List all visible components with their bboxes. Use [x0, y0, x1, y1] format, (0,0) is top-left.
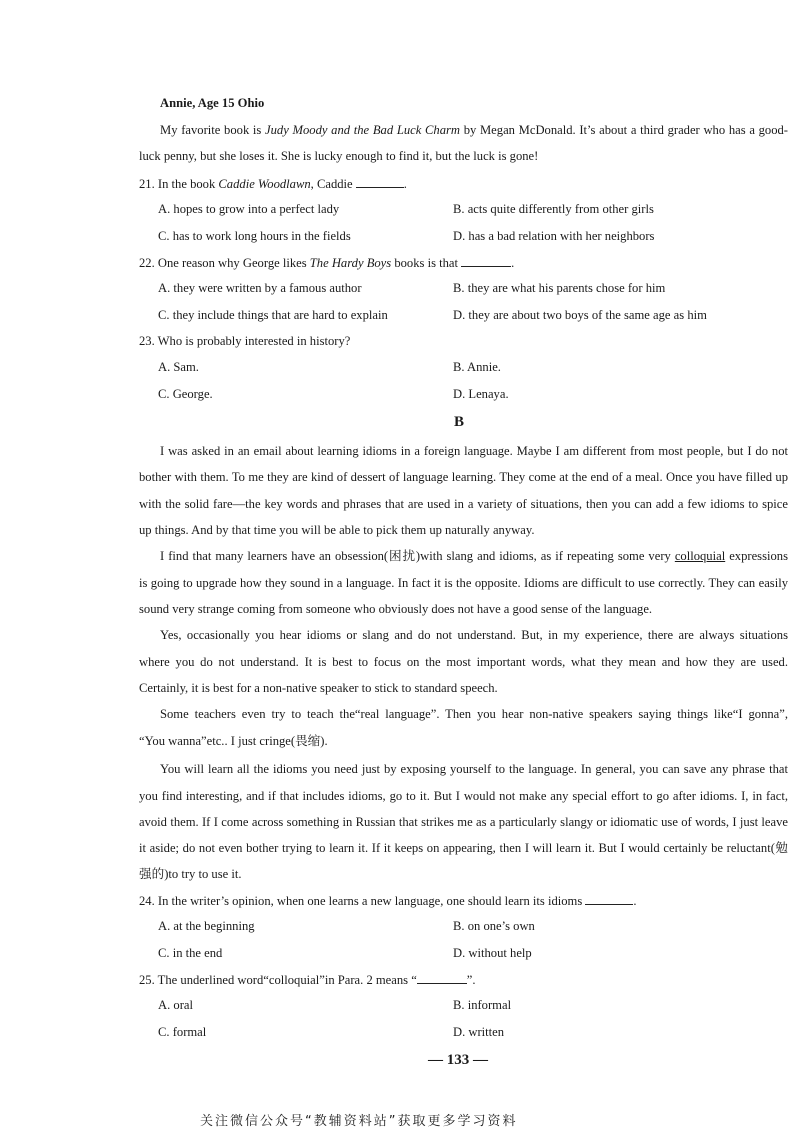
text-run: by Megan McDonald. It’s about a third grader who has a good-	[460, 123, 788, 137]
q25-option-d: D. written	[453, 1025, 505, 1039]
q25-option-a: A. oral	[158, 998, 193, 1012]
passage-line: where you do not understand. It is best to focus on the most important words, what they mean and how they are used.	[139, 655, 788, 669]
passage-line: it aside; do not even bother trying to learn it. If it keeps on appearing, then I will learn it. But I would certainly be reluctant(勉	[139, 841, 788, 855]
q22-option-a: A. they were written by a famous author	[158, 281, 362, 295]
text-run: 24. In the writer’s opinion, when one learns a new language, one should learn its idioms	[139, 894, 583, 908]
q21-option-d: D. has a bad relation with her neighbors	[453, 229, 655, 243]
q22-option-d: D. they are about two boys of the same age as him	[453, 308, 707, 322]
answer-blank	[585, 892, 633, 905]
question-24	[139, 892, 637, 909]
q22-option-b: B. they are what his parents chose for him	[453, 281, 666, 295]
passage-line: 强的)to try to use it.	[139, 867, 242, 881]
footer-note: 关注微信公众号“教辅资料站”获取更多学习资料	[200, 1114, 518, 1129]
question-23: 23. Who is probably interested in history?	[139, 334, 351, 348]
q23-option-a: A. Sam.	[158, 360, 199, 374]
passage-line	[160, 548, 788, 564]
passage-line: with the solid fare—the key words and phrases that are used in a variety of situations, then you can add a few idioms to spice	[139, 497, 788, 511]
passage-line: Some teachers even try to teach the“real language”. Then you hear non-native speakers saying things like“I gonna”,	[160, 707, 788, 721]
book-title: Caddie Woodlawn	[218, 177, 311, 191]
text-run: .	[403, 177, 407, 191]
q25-option-c: C. formal	[158, 1025, 207, 1039]
text-run: 25. The underlined word“colloquial”in Para. 2 means “	[139, 973, 417, 987]
question-21	[139, 175, 407, 192]
text-run: 22. One reason why George likes	[139, 256, 310, 270]
q21-option-a: A. hopes to grow into a perfect lady	[158, 202, 340, 216]
q25-option-b: B. informal	[453, 998, 512, 1012]
text-run: My favorite book is	[160, 123, 266, 137]
answer-blank	[417, 971, 467, 984]
underlined-word: colloquial	[674, 549, 726, 563]
text-run: ”.	[466, 973, 476, 987]
passage-line: Yes, occasionally you hear idioms or slang and do not understand. But, in my experience, there are always situations	[160, 628, 788, 642]
text-run: expressions	[725, 549, 788, 563]
passage-line: avoid them. If I come across something in Russian that strikes me as a particularly slangy or idiomatic use of words, I just leave	[139, 815, 788, 829]
passage-line: you find interesting, and if that includes idioms, go to it. But I would not make any special effort to go after idioms. I, in fact,	[139, 789, 788, 803]
q21-option-b: B. acts quite differently from other girls	[453, 202, 654, 216]
q23-option-d: D. Lenaya.	[453, 387, 509, 401]
passage-line: You will learn all the idioms you need just by exposing yourself to the language. In general, you can save any phrase that	[160, 762, 788, 776]
text-run: books is that	[391, 256, 459, 270]
q22-option-c: C. they include things that are hard to explain	[158, 308, 388, 322]
book-title: Judy Moody and the Bad Luck Charm	[265, 123, 460, 137]
q24-option-d: D. without help	[453, 946, 532, 960]
text-run: I find that many learners have an obsession(困扰)with slang and idioms, as if repeating some very	[160, 549, 675, 563]
text-run: 21. In the book	[139, 177, 219, 191]
q24-option-a: A. at the beginning	[158, 919, 255, 933]
q23-option-c: C. George.	[158, 387, 213, 401]
q24-option-c: C. in the end	[158, 946, 223, 960]
text-run: , Caddie	[310, 177, 353, 191]
text-run: .	[511, 256, 515, 270]
passage-line: sound very strange coming from someone who obviously does not have a good sense of the language.	[139, 602, 653, 616]
q23-option-b: B. Annie.	[453, 360, 501, 374]
q24-option-b: B. on one’s own	[453, 919, 535, 933]
answer-blank	[461, 254, 511, 267]
section-heading: B	[454, 414, 465, 430]
q21-option-c: C. has to work long hours in the fields	[158, 229, 351, 243]
answer-blank	[356, 175, 404, 188]
annie-paragraph-line-2: luck penny, but she loses it. She is lucky enough to find it, but the luck is gone!	[139, 149, 539, 163]
passage-line: Certainly, it is best for a non-native speaker to stick to standard speech.	[139, 681, 498, 695]
page-number: — 133 —	[428, 1052, 488, 1068]
book-title: The Hardy Boys	[309, 256, 392, 270]
question-22	[139, 254, 514, 271]
text-run: .	[633, 894, 637, 908]
annie-header: Annie, Age 15 Ohio	[160, 96, 265, 110]
passage-line: bother with them. To me they are kind of dessert of language learning. They come at the end of a meal. Once you have filled up	[139, 470, 788, 484]
passage-line: is going to upgrade how they sound in a language. In fact it is the opposite. Idioms are difficult to use correctly. They can easily	[139, 576, 788, 590]
annie-paragraph-line-1	[160, 122, 788, 138]
passage-line: “You wanna”etc.. I just cringe(畏缩).	[139, 734, 328, 748]
passage-line: I was asked in an email about learning idioms in a foreign language. Maybe I am different from most people, but I do not	[160, 444, 788, 458]
question-25	[139, 971, 476, 988]
passage-line: up things. And by that time you will be able to pick them up naturally anyway.	[139, 523, 535, 537]
